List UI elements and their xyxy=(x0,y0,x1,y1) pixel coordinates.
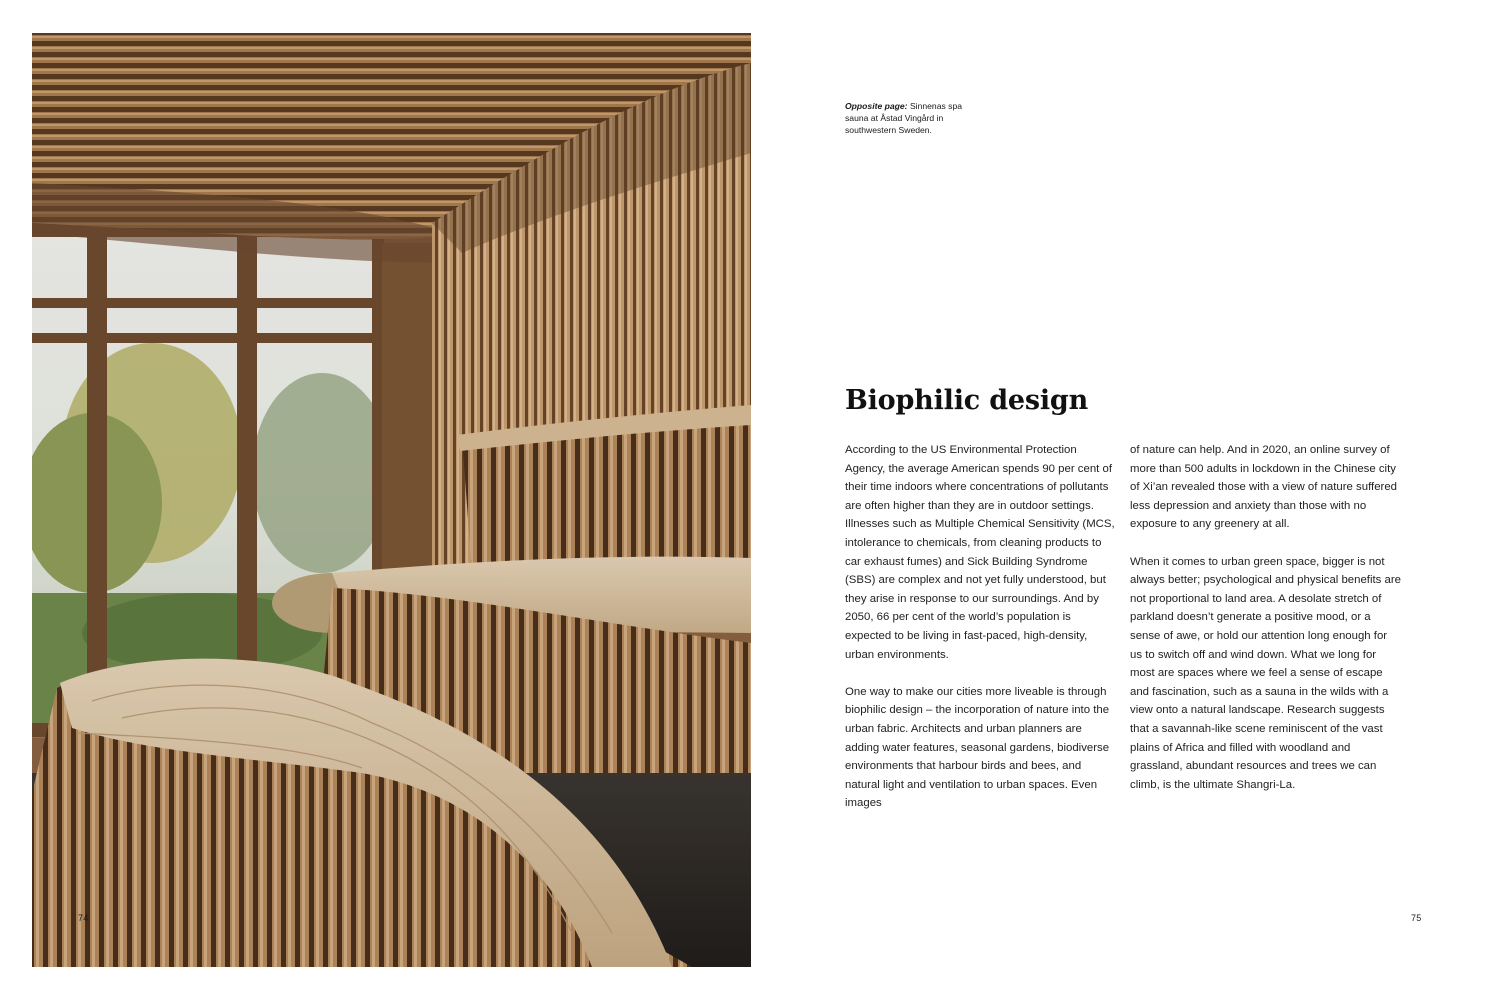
caption-lead: Opposite page: xyxy=(845,101,908,111)
article-heading: Biophilic design xyxy=(845,385,1089,416)
body-paragraph: One way to make our cities more liveable is through biophilic design – the incorporation of nature into the urban fabric. Architects and urban planners are adding water features, seasonal gardens, biodiverse environments that harbour birds and bees, and natural light and ventilation to urban spaces. Even images xyxy=(845,685,1110,810)
sauna-photo xyxy=(32,33,751,967)
sauna-illustration xyxy=(32,33,751,967)
page-number-right: 75 xyxy=(1411,913,1422,923)
body-paragraph: of nature can help. And in 2020, an online survey of more than 500 adults in lockdown in the Chinese city of Xi’an revealed those with a view of nature suffered less depression and anxiety than those with no exposure to any greenery at all. xyxy=(1130,444,1397,531)
body-paragraph: According to the US Environmental Protection Agency, the average American spends 90 per cent of their time indoors where concentrations of pollutants are often higher than they are in outdoor settings. Illnesses such as Multiple Chemical Sensitivity (MCS, intolerance to chemicals, from cleaning products to car exhaust fumes) and Sick Building Syndrome (SBS) are complex and not yet fully understood, but they arise in response to our surroundings. And by 2050, 66 per cent of the world’s population is expected to be living in fast-paced, high-density, urban environments. xyxy=(845,444,1115,661)
body-column-1 xyxy=(845,441,1117,813)
photo-caption xyxy=(845,100,985,136)
body-paragraph: When it comes to urban green space, bigger is not always better; psychological and physical benefits are not proportional to land area. A desolate stretch of parkland doesn’t generate a positive mood, or a sense of awe, or hold our attention long enough for us to switch off and wind down. What we long for most are spaces where we feel a sense of escape and fascination, such as a sauna in the wilds with a view onto a natural landscape. Research suggests that a savannah-like scene reminiscent of the vast plains of Africa and filled with woodland and grassland, abundant resources and trees we can climb, is the ultimate Shangri-La. xyxy=(1130,555,1401,791)
page-number-left: 74 xyxy=(78,913,89,923)
body-column-2 xyxy=(1130,441,1402,794)
caption-text: Sinnenas spa sauna at Åstad Vingård in southwestern Sweden. xyxy=(845,101,963,135)
